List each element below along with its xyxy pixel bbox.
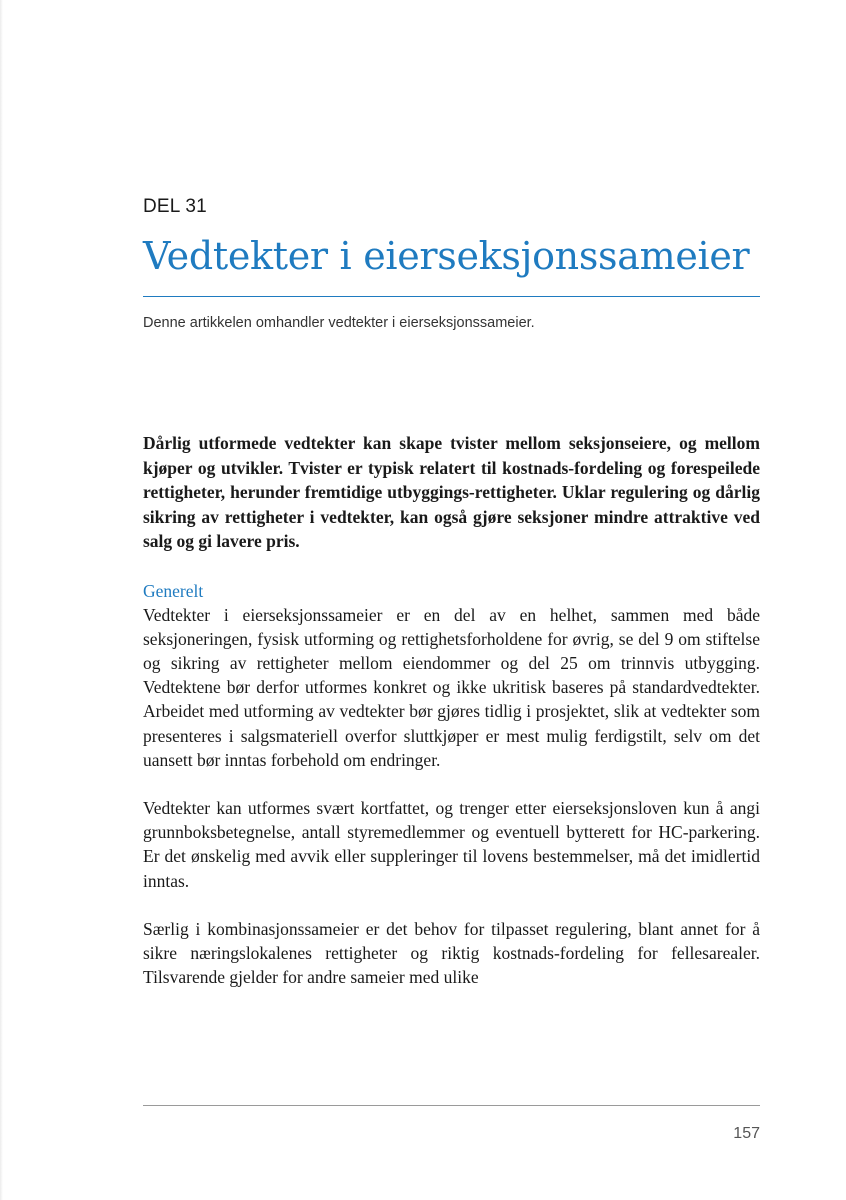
body-paragraph: Vedtekter i eierseksjonssameier er en del av en helhet, sammen med både seksjoneringen, fysisk utforming og rettighetsforholdene for øvrig, se del 9 om stiftelse og sikring av rettigheter mellom eiendommer og del 25 om trinnvis utbygging. Vedtektene bør derfor utformes konkret og ikke ukritisk baseres på standardvedtekter. Arbeidet med utforming av vedtekter bør gjøres tidlig i prosjektet, slik at vedtekter som presenteres i salgsmateriell overfor sluttkjøper er mest mulig ferdigstilt, selv om det uansett bør inntas forbehold om endringer.	[143, 604, 760, 770]
footer-divider	[143, 1105, 760, 1106]
title-divider	[143, 296, 760, 297]
body-paragraph: Vedtekter kan utformes svært kortfattet, og trenger etter eierseksjonsloven kun å angi grunnboksbetegnelse, antall styremedlemmer og eventuell bytterett for HC-parkering. Er det ønskelig med avvik eller suppleringer til lovens bestemmelser, må det imidlertid inntas.	[143, 797, 760, 891]
page-subtitle: Denne artikkelen omhandler vedtekter i eierseksjonssameier.	[143, 315, 535, 331]
page-number: 157	[733, 1125, 760, 1142]
article-body	[143, 431, 760, 1013]
lead-paragraph: Dårlig utformede vedtekter kan skape tvister mellom seksjonseiere, og mellom kjøper og utvikler. Tvister er typisk relatert til kostnads-fordeling og forespeilede rettigheter, herunder fremtidige utbyggings-rettigheter. Uklar regulering og dårlig sikring av rettigheter i vedtekter, kan også gjøre seksjoner mindre attraktive ved salg og gi lavere pris.	[143, 433, 760, 551]
part-label: DEL 31	[143, 196, 207, 217]
page-edge-shadow	[0, 0, 3, 1200]
body-paragraph: Særlig i kombinasjonssameier er det behov for tilpasset regulering, blant annet for å sikre næringslokalenes rettigheter og riktig kostnads-fordeling for fellesarealer. Tilsvarende gjelder for andre sameier med ulike	[143, 918, 760, 988]
section-heading-generelt: Generelt	[143, 580, 204, 601]
page-title: Vedtekter i eierseksjonssameier	[143, 234, 750, 278]
